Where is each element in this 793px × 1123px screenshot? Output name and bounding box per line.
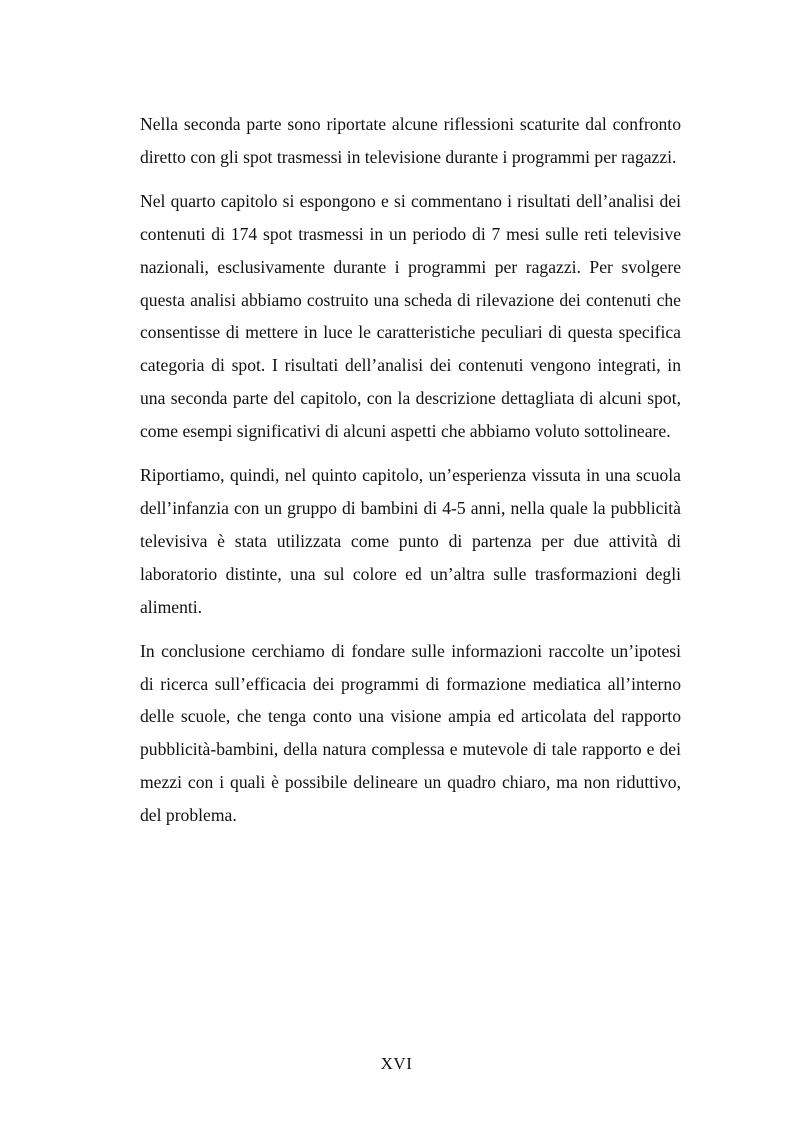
paragraph-1: Nella seconda parte sono riportate alcune riflessioni scaturite dal confronto diretto con gli spot trasmessi in televisione durante i programmi per ragazzi.	[140, 114, 681, 167]
paragraph-3: Riportiamo, quindi, nel quinto capitolo, un’esperienza vissuta in una scuola dell’infanzia con un gruppo di bambini di 4-5 anni, nella quale la pubblicità televisiva è stata utilizzata come punto di partenza per due attività di laboratorio distinte, una sul colore ed un’altra sulle trasformazioni degli alimenti.	[140, 465, 681, 617]
paragraph-4: In conclusione cerchiamo di fondare sulle informazioni raccolte un’ipotesi di ricerca sull’efficacia dei programmi di formazione mediatica all’interno delle scuole, che tenga conto una visione ampia ed articolata del rapporto pubblicità-bambini, della natura complessa e mutevole di tale rapporto e dei mezzi con i quali è possibile delineare un quadro chiaro, ma non riduttivo, del problema.	[140, 640, 681, 826]
body-text	[140, 108, 681, 843]
page-number: XVI	[380, 1054, 413, 1073]
paragraph-2: Nel quarto capitolo si espongono e si commentano i risultati dell’analisi dei contenuti di 174 spot trasmessi in un periodo di 7 mesi sulle reti televisive nazionali, esclusivamente durante i programmi per ragazzi. Per svolgere questa analisi abbiamo costruito una scheda di rilevazione dei contenuti che consentisse di mettere in luce le caratteristiche peculiari di questa specifica categoria di spot. I risultati dell’analisi dei contenuti vengono integrati, in una seconda parte del capitolo, con la descrizione dettagliata di alcuni spot, come esempi significativi di alcuni aspetti che abbiamo voluto sottolineare.	[140, 190, 681, 442]
